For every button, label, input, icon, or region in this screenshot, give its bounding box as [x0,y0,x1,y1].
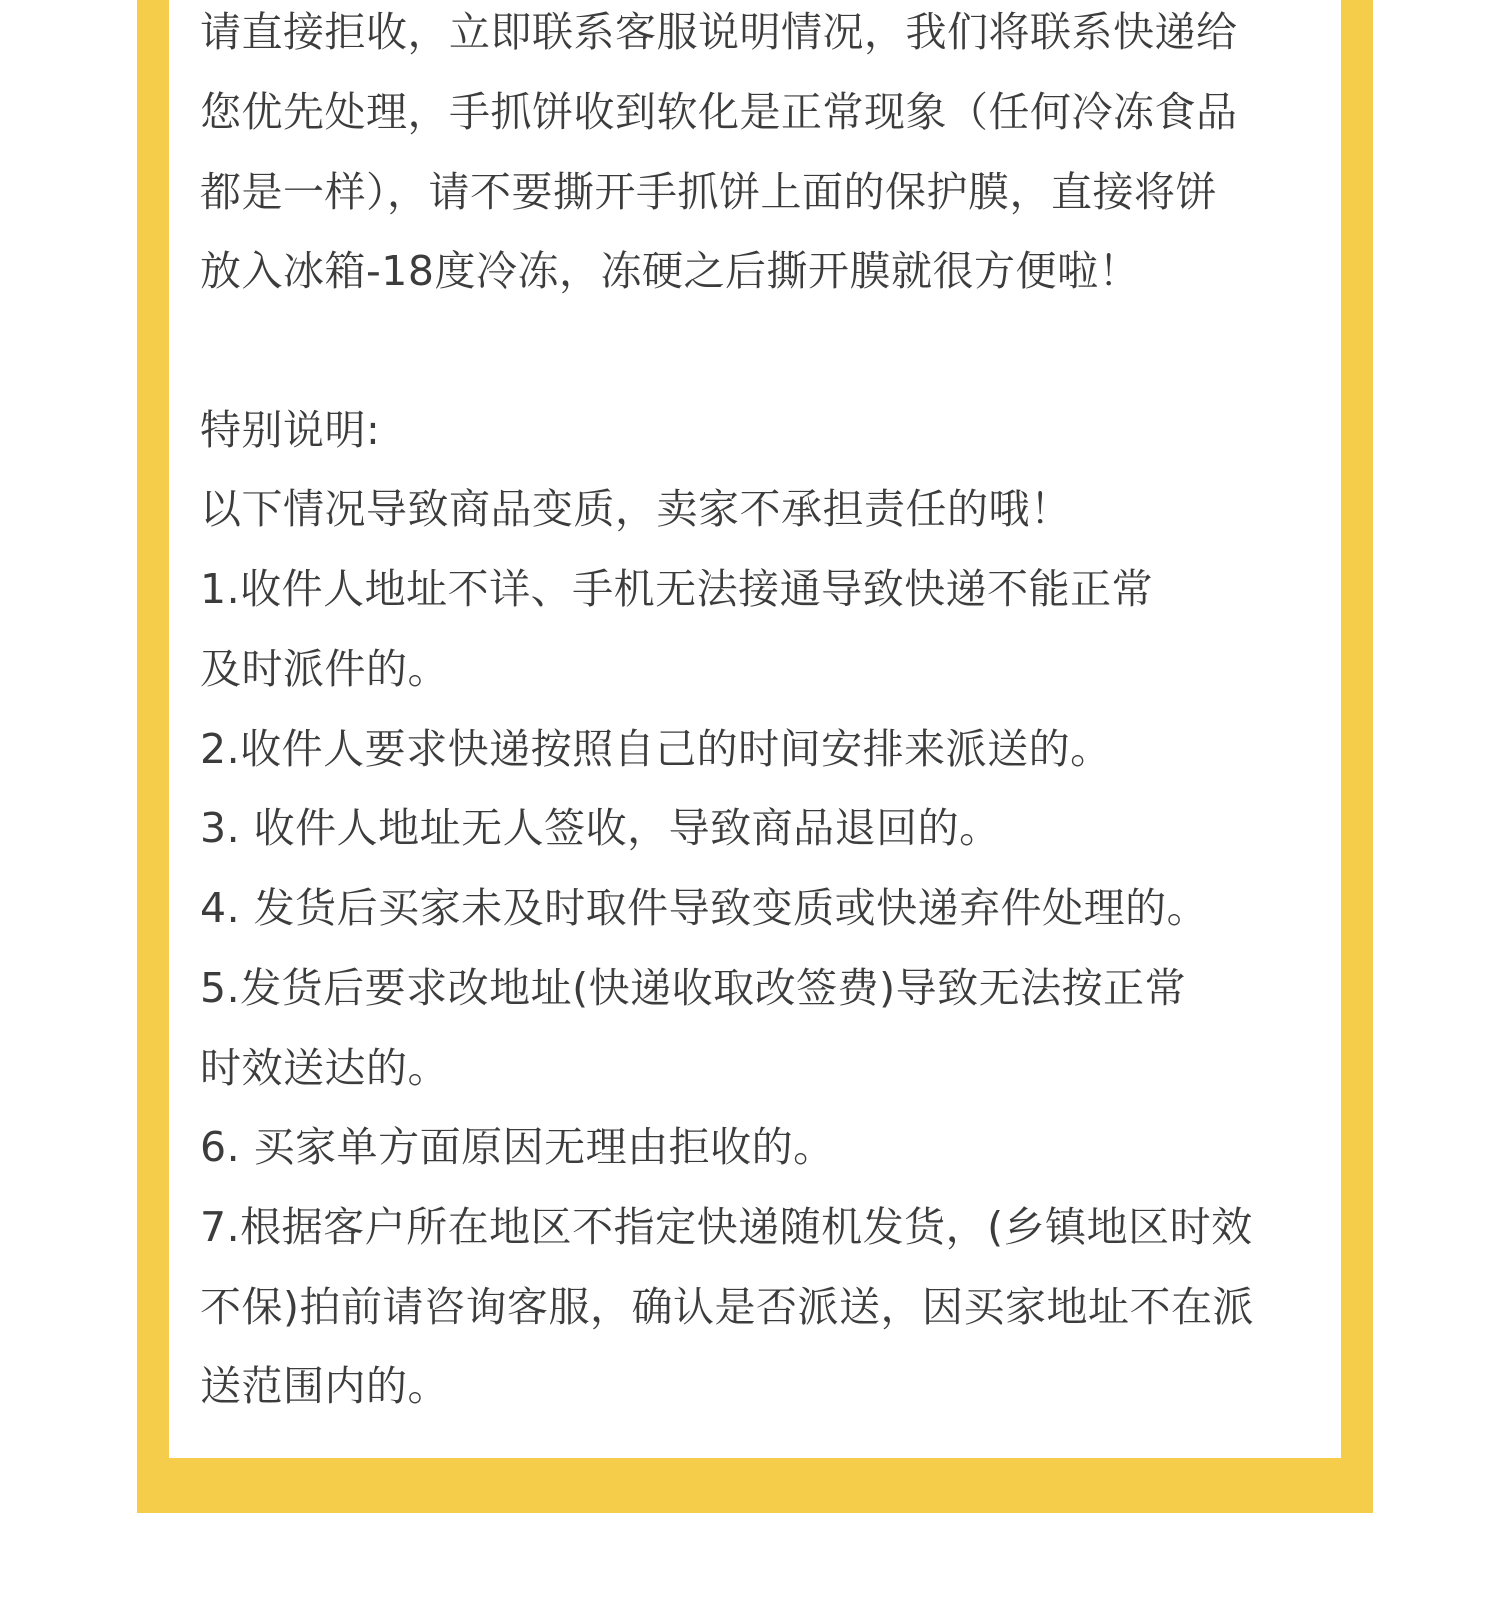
list-item-7-cont-2: 送范围内的。 [200,1362,449,1410]
list-item-5: 5.发货后要求改地址(快递收取改签费)导致无法按正常 [200,964,1187,1012]
list-item-4: 4. 发货后买家未及时取件导致变质或快递弃件处理的。 [200,884,1209,932]
list-item-1: 1.收件人地址不详、手机无法接通导致快递不能正常 [200,565,1154,613]
list-item-1-cont: 及时派件的。 [200,645,449,693]
list-item-6: 6. 买家单方面原因无理由拒收的。 [200,1123,835,1171]
list-item-7: 7.根据客户所在地区不指定快递随机发货，(乡镇地区时效 [200,1203,1253,1251]
list-item-7-cont: 不保)拍前请咨询客服，确认是否派送，因买家地址不在派 [200,1283,1254,1331]
list-item-2: 2.收件人要求快递按照自己的时间安排来派送的。 [200,725,1112,773]
notice-line-1: 请直接拒收，立即联系客服说明情况，我们将联系快递给 [200,8,1238,56]
notice-line-2: 您优先处理，手抓饼收到软化是正常现象（任何冷冻食品 [200,88,1238,136]
notice-line-3: 都是一样），请不要撕开手抓饼上面的保护膜，直接将饼 [200,168,1217,216]
notice-line-4: 放入冰箱-18度冷冻，冻硬之后撕开膜就很方便啦！ [200,247,1140,295]
disclaimer-intro: 以下情况导致商品变质，卖家不承担责任的哦！ [200,485,1072,533]
special-note-heading: 特别说明: [200,406,381,454]
list-item-5-cont: 时效送达的。 [200,1044,449,1092]
list-item-3: 3. 收件人地址无人签收，导致商品退回的。 [200,804,1001,852]
